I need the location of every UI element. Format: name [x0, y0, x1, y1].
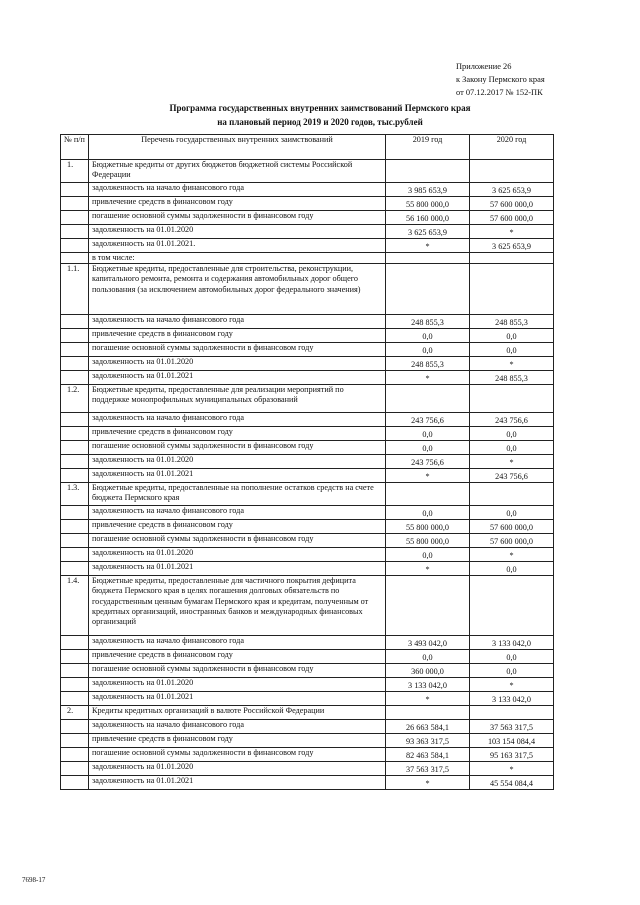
table-row [61, 534, 554, 548]
row-num [61, 776, 89, 790]
table-row [61, 734, 554, 748]
table-row [61, 720, 554, 734]
row-value-2019: 3 625 653,9 [386, 225, 470, 239]
row-value-2019: 0,0 [386, 548, 470, 562]
row-name: в том числе: [89, 253, 386, 264]
row-name: Бюджетные кредиты, предоставленные на пополнение остатков средств на счете бюджета Пермского края [89, 483, 386, 506]
row-value-2019: * [386, 239, 470, 253]
appendix-line-3: от 07.12.2017 № 152-ПК [456, 88, 543, 97]
row-name: привлечение средств в финансовом году [89, 734, 386, 748]
row-value-2019: 360 000,0 [386, 664, 470, 678]
footer-code: 7698-17 [22, 876, 46, 884]
row-value-2020: 45 554 084,4 [470, 776, 554, 790]
table-row [61, 385, 554, 413]
row-value-2020: * [470, 225, 554, 239]
appendix-line-1: Приложение 26 [456, 62, 512, 71]
row-value-2019 [386, 160, 470, 183]
row-value-2020: 95 163 317,5 [470, 748, 554, 762]
row-name: задолженность на 01.01.2021 [89, 469, 386, 483]
row-num [61, 469, 89, 483]
row-num: 1.4. [61, 576, 89, 636]
title-line-2: на плановый период 2019 и 2020 годов, тыс.рублей [217, 117, 423, 127]
row-value-2019: 0,0 [386, 329, 470, 343]
row-value-2019: * [386, 776, 470, 790]
header-2020: 2020 год [470, 135, 554, 160]
row-name: задолженность на 01.01.2021 [89, 562, 386, 576]
row-value-2020: * [470, 762, 554, 776]
table-row [61, 239, 554, 253]
row-value-2020: 0,0 [470, 506, 554, 520]
row-name: задолженность на 01.01.2021 [89, 776, 386, 790]
row-value-2020: 3 133 042,0 [470, 636, 554, 650]
row-name: Кредиты кредитных организаций в валюте Российской Федерации [89, 706, 386, 720]
row-value-2019: 0,0 [386, 343, 470, 357]
row-name: задолженность на 01.01.2020 [89, 455, 386, 469]
row-value-2020: 0,0 [470, 664, 554, 678]
table-row [61, 343, 554, 357]
row-value-2019: * [386, 469, 470, 483]
row-num [61, 534, 89, 548]
appendix-line-2: к Закону Пермского края [456, 75, 545, 84]
row-num [61, 720, 89, 734]
table-row [61, 225, 554, 239]
row-value-2020: 57 600 000,0 [470, 211, 554, 225]
row-name: погашение основной суммы задолженности в финансовом году [89, 664, 386, 678]
row-num [61, 664, 89, 678]
table-row [61, 469, 554, 483]
row-num [61, 548, 89, 562]
row-value-2019: 82 463 584,1 [386, 748, 470, 762]
row-value-2020: * [470, 357, 554, 371]
row-value-2020 [470, 264, 554, 315]
row-num [61, 183, 89, 197]
row-num [61, 441, 89, 455]
row-value-2019 [386, 576, 470, 636]
row-num: 1.3. [61, 483, 89, 506]
row-value-2019: 26 663 584,1 [386, 720, 470, 734]
table-row [61, 264, 554, 315]
appendix-note [456, 60, 545, 99]
table-header-row [61, 135, 554, 160]
row-value-2020: 0,0 [470, 329, 554, 343]
row-num [61, 197, 89, 211]
table-row [61, 183, 554, 197]
row-value-2020 [470, 160, 554, 183]
borrowing-program-table [60, 134, 554, 790]
table-row [61, 315, 554, 329]
row-value-2019 [386, 483, 470, 506]
row-name: привлечение средств в финансовом году [89, 650, 386, 664]
table-row [61, 520, 554, 534]
row-num [61, 239, 89, 253]
row-value-2019 [386, 253, 470, 264]
table-row [61, 692, 554, 706]
row-num [61, 371, 89, 385]
row-num [61, 636, 89, 650]
row-value-2019: 3 493 042,0 [386, 636, 470, 650]
row-value-2019: 55 800 000,0 [386, 534, 470, 548]
table-row [61, 211, 554, 225]
row-name: задолженность на 01.01.2020 [89, 225, 386, 239]
row-name: задолженность на начало финансового года [89, 315, 386, 329]
row-num [61, 427, 89, 441]
row-num [61, 734, 89, 748]
table-row [61, 706, 554, 720]
row-value-2019: 248 855,3 [386, 315, 470, 329]
row-value-2019: 55 800 000,0 [386, 520, 470, 534]
table-row [61, 664, 554, 678]
row-value-2019: 56 160 000,0 [386, 211, 470, 225]
row-value-2019: 3 133 042,0 [386, 678, 470, 692]
row-name: задолженность на 01.01.2021 [89, 692, 386, 706]
table-row [61, 762, 554, 776]
table-row [61, 197, 554, 211]
row-value-2019 [386, 264, 470, 315]
row-num [61, 211, 89, 225]
row-value-2019: 0,0 [386, 427, 470, 441]
row-value-2019: 0,0 [386, 441, 470, 455]
row-value-2019: 37 563 317,5 [386, 762, 470, 776]
row-num [61, 562, 89, 576]
table-row [61, 678, 554, 692]
row-value-2019: 243 756,6 [386, 455, 470, 469]
row-num: 1. [61, 160, 89, 183]
row-value-2020: 243 756,6 [470, 413, 554, 427]
row-num [61, 343, 89, 357]
row-name: привлечение средств в финансовом году [89, 329, 386, 343]
row-name: Бюджетные кредиты, предоставленные для частичного покрытия дефицита бюджета Пермского края в целях погашения долговых обязательств по государственным ценным бумагам Пермского края и кредитам, полученным от кредитных организаций, иностранных банков и международных финансовых организаций [89, 576, 386, 636]
row-name: привлечение средств в финансовом году [89, 520, 386, 534]
row-value-2020: 103 154 084,4 [470, 734, 554, 748]
row-num [61, 748, 89, 762]
row-value-2019: * [386, 371, 470, 385]
row-name: погашение основной суммы задолженности в финансовом году [89, 441, 386, 455]
row-name: погашение основной суммы задолженности в финансовом году [89, 211, 386, 225]
row-name: задолженность на начало финансового года [89, 183, 386, 197]
table-row [61, 413, 554, 427]
row-name: задолженность на начало финансового года [89, 636, 386, 650]
row-num [61, 650, 89, 664]
row-value-2020: 248 855,3 [470, 315, 554, 329]
row-value-2020: 57 600 000,0 [470, 534, 554, 548]
row-value-2019: 243 756,6 [386, 413, 470, 427]
row-value-2019: 0,0 [386, 650, 470, 664]
row-value-2020: 3 625 653,9 [470, 183, 554, 197]
table-row [61, 329, 554, 343]
document-title [0, 101, 640, 129]
row-value-2020: 0,0 [470, 562, 554, 576]
table-row [61, 650, 554, 664]
row-value-2020: 0,0 [470, 441, 554, 455]
row-value-2020: 0,0 [470, 427, 554, 441]
table-row [61, 748, 554, 762]
row-num [61, 225, 89, 239]
row-num [61, 315, 89, 329]
row-name: задолженность на начало финансового года [89, 720, 386, 734]
row-value-2020 [470, 576, 554, 636]
row-value-2019 [386, 385, 470, 413]
table-row [61, 371, 554, 385]
row-num [61, 253, 89, 264]
row-name: задолженность на 01.01.2020 [89, 762, 386, 776]
table-body [61, 160, 554, 790]
row-num [61, 357, 89, 371]
row-name: задолженность на 01.01.2020 [89, 678, 386, 692]
row-value-2019: * [386, 562, 470, 576]
row-name: Бюджетные кредиты, предоставленные для строительства, реконструкции, капитального ремонта, ремонта и содержания автомобильных дорог общего пользования (за исключением автомобильных дорог федерального значения) [89, 264, 386, 315]
row-name: погашение основной суммы задолженности в финансовом году [89, 343, 386, 357]
header-name: Перечень государственных внутренних заимствований [89, 135, 386, 160]
row-value-2019: 248 855,3 [386, 357, 470, 371]
table-row [61, 427, 554, 441]
row-value-2020 [470, 385, 554, 413]
table-row [61, 506, 554, 520]
row-num [61, 506, 89, 520]
row-value-2020: 3 133 042,0 [470, 692, 554, 706]
row-value-2019: 0,0 [386, 506, 470, 520]
title-line-1: Программа государственных внутренних заимствований Пермского края [169, 103, 471, 113]
row-name: привлечение средств в финансовом году [89, 427, 386, 441]
row-num [61, 692, 89, 706]
row-value-2020: 248 855,3 [470, 371, 554, 385]
row-value-2019: 55 800 000,0 [386, 197, 470, 211]
table-row [61, 548, 554, 562]
row-value-2019 [386, 706, 470, 720]
table-row [61, 483, 554, 506]
row-name: задолженность на 01.01.2020 [89, 357, 386, 371]
row-name: задолженность на начало финансового года [89, 413, 386, 427]
header-2019: 2019 год [386, 135, 470, 160]
row-num [61, 678, 89, 692]
row-value-2019: * [386, 692, 470, 706]
header-num: № п/п [61, 135, 89, 160]
row-value-2020: 57 600 000,0 [470, 520, 554, 534]
table-row [61, 455, 554, 469]
row-name: задолженность на 01.01.2021. [89, 239, 386, 253]
row-num [61, 329, 89, 343]
row-value-2020 [470, 706, 554, 720]
row-name: задолженность на начало финансового года [89, 506, 386, 520]
row-name: привлечение средств в финансовом году [89, 197, 386, 211]
row-name: Бюджетные кредиты, предоставленные для реализации мероприятий по поддержке монопрофильных муниципальных образований [89, 385, 386, 413]
row-value-2020: 3 625 653,9 [470, 239, 554, 253]
row-value-2020 [470, 483, 554, 506]
row-num: 2. [61, 706, 89, 720]
row-name: Бюджетные кредиты от других бюджетов бюджетной системы Российской Федерации [89, 160, 386, 183]
row-name: задолженность на 01.01.2021 [89, 371, 386, 385]
row-name: погашение основной суммы задолженности в финансовом году [89, 748, 386, 762]
table-row [61, 636, 554, 650]
row-value-2020: * [470, 455, 554, 469]
row-num [61, 762, 89, 776]
table-row [61, 562, 554, 576]
row-num [61, 413, 89, 427]
row-value-2020 [470, 253, 554, 264]
row-value-2020: 0,0 [470, 650, 554, 664]
row-num: 1.1. [61, 264, 89, 315]
row-num: 1.2. [61, 385, 89, 413]
row-value-2019: 3 985 653,9 [386, 183, 470, 197]
row-num [61, 455, 89, 469]
table-row [61, 576, 554, 636]
table-row [61, 441, 554, 455]
row-name: погашение основной суммы задолженности в финансовом году [89, 534, 386, 548]
row-value-2020: 57 600 000,0 [470, 197, 554, 211]
row-value-2020: 37 563 317,5 [470, 720, 554, 734]
table-row [61, 160, 554, 183]
row-value-2020: 243 756,6 [470, 469, 554, 483]
table-row [61, 253, 554, 264]
table-row [61, 357, 554, 371]
row-num [61, 520, 89, 534]
row-value-2019: 93 363 317,5 [386, 734, 470, 748]
row-value-2020: * [470, 678, 554, 692]
row-name: задолженность на 01.01.2020 [89, 548, 386, 562]
table-row [61, 776, 554, 790]
row-value-2020: * [470, 548, 554, 562]
row-value-2020: 0,0 [470, 343, 554, 357]
